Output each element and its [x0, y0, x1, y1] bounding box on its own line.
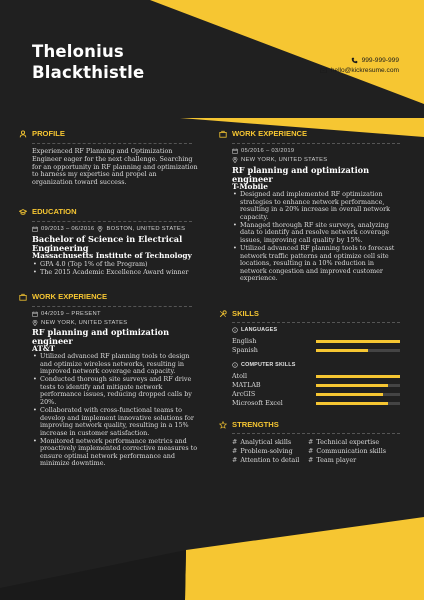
profile-heading-text: PROFILE [32, 129, 65, 138]
job-company: AT&T [32, 344, 56, 353]
skill-row-matlab [232, 381, 400, 389]
job-dates-row [232, 148, 294, 154]
list-item: • Utilized advanced RF planning tools to design and optimize wireless networks, resulting in improved network coverage and capacity. [32, 353, 198, 376]
computer-skills-heading [232, 362, 296, 368]
skill-bar [316, 393, 400, 396]
skill-label: ArcGIS [232, 390, 256, 398]
work-experience-heading-left [19, 292, 107, 301]
job-bullets [32, 353, 198, 468]
work-heading-text: WORK EXPERIENCE [32, 292, 108, 301]
skill-label: MATLAB [232, 381, 261, 389]
phone-number: 999-999-999 [361, 57, 399, 64]
person-icon [19, 130, 27, 138]
education-location: BOSTON, UNITED STATES [106, 226, 186, 232]
skill-label: English [232, 337, 257, 345]
skill-bar [316, 375, 400, 378]
list-item: • Monitored network performance metrics and proactively implemented corrective measures to ensure optimal network performance and minimize downtime. [32, 438, 198, 468]
job-dates: 05/2016 – 03/2019 [241, 148, 295, 154]
skill-row-atoll [232, 372, 400, 380]
education-degree: Bachelor of Science in Electrical Engineering [32, 234, 183, 253]
list-item: • GPA 4.0 (Top 1% of the Program) [32, 261, 198, 269]
calendar-icon [232, 148, 238, 154]
location-pin-icon [32, 320, 38, 326]
divider [32, 306, 192, 307]
skill-label: Spanish [232, 346, 258, 354]
education-school: Massachusetts Institute of Technology [32, 251, 192, 260]
info-icon [232, 327, 238, 333]
languages-heading-text: LANGUAGES [241, 327, 278, 333]
strengths-heading [219, 420, 279, 429]
skill-row-arcgis [232, 390, 400, 398]
skill-row-excel [232, 399, 400, 407]
skill-bar [316, 402, 400, 405]
job-location: NEW YORK, UNITED STATES [241, 157, 328, 163]
mail-icon [320, 67, 327, 74]
graduation-cap-icon [19, 208, 27, 216]
phone-contact [351, 57, 399, 64]
skill-bar-fill [316, 402, 388, 405]
list-item: • The 2015 Academic Excellence Award winner [32, 269, 198, 277]
job-dates: 04/2019 – PRESENT [41, 311, 101, 317]
skill-bar [316, 349, 400, 352]
skill-bar-fill [316, 393, 383, 396]
job-dates-row [32, 311, 101, 317]
profile-heading [19, 129, 65, 138]
info-icon [232, 362, 238, 368]
job-bullets [232, 191, 402, 283]
skill-bar-fill [316, 375, 400, 378]
last-name: Blackthistle [32, 63, 145, 82]
skill-bar [316, 384, 400, 387]
education-bullets [32, 261, 198, 277]
strength-item: # Problem-solving [232, 447, 293, 455]
first-name: Thelonius [32, 42, 124, 61]
divider [232, 433, 400, 434]
strengths-list [232, 438, 402, 464]
skill-bar-fill [316, 340, 400, 343]
list-item: • Utilized advanced RF planning tools to forecast network traffic patterns and optimize cell site locations, resulting in a 10% reduction in network congestion and improved customer experience. [232, 245, 402, 283]
email-contact[interactable] [320, 67, 399, 74]
strength-item: # Attention to detail [232, 456, 300, 464]
list-item: • Collaborated with cross-functional teams to develop and implement innovative solutions for improving network quality, resulting in a 15% increase in customer satisfaction. [32, 407, 198, 437]
calendar-icon [32, 226, 38, 232]
star-icon [219, 421, 227, 429]
skill-label: Atoll [232, 372, 248, 380]
email-address[interactable]: hello@kickresume.com [330, 67, 399, 74]
list-item: • Conducted thorough site surveys and RF drive tests to identify and mitigate network performance issues, reducing dropped calls by 20%. [32, 376, 198, 406]
tools-icon [219, 310, 227, 318]
strength-item: # Communication skills [308, 447, 387, 455]
job-location: NEW YORK, UNITED STATES [41, 320, 128, 326]
job-title: RF planning and optimization engineer [232, 165, 370, 184]
divider [232, 143, 400, 144]
job-company: T-Mobile [232, 182, 268, 191]
skills-heading-text: SKILLS [232, 309, 260, 318]
education-meta [32, 226, 185, 232]
education-heading [19, 207, 77, 216]
briefcase-icon [19, 293, 27, 301]
job-title: RF planning and optimization engineer [32, 327, 170, 346]
footer-left-shape [0, 550, 186, 600]
skill-row-english [232, 337, 400, 345]
work-experience-heading-right [219, 129, 307, 138]
work-heading-text: WORK EXPERIENCE [232, 129, 308, 138]
education-heading-text: EDUCATION [32, 207, 77, 216]
strength-item: # Analytical skills [232, 438, 292, 446]
job-location-row [32, 320, 127, 326]
list-item: • Managed thorough RF site surveys, analyzing data to identify and resolve network coverage issues, improving call quality by 15%. [232, 222, 402, 245]
strengths-heading-text: STRENGTHS [232, 420, 279, 429]
skill-row-spanish [232, 346, 400, 354]
strength-item: # Team player [308, 456, 357, 464]
divider [32, 221, 192, 222]
skill-bar [316, 340, 400, 343]
education-dates: 09/2013 – 06/2016 [41, 226, 95, 232]
skill-bar-fill [316, 384, 388, 387]
briefcase-icon [219, 130, 227, 138]
skill-label: Microsoft Excel [232, 399, 283, 407]
calendar-icon [32, 311, 38, 317]
profile-text: Experienced RF Planning and Optimization Engineer eager for the next challenge. Searching for an opportunity in RF planning and optimization to harness my expertise and propel an organization toward success. [32, 147, 198, 187]
divider [232, 322, 400, 323]
skill-bar-fill [316, 349, 368, 352]
header-yellow-shape [150, 0, 424, 104]
strength-item: # Technical expertise [308, 438, 380, 446]
location-pin-icon [232, 157, 238, 163]
list-item: • Designed and implemented RF optimization strategies to enhance network performance, resulting in a 20% increase in overall network capacity. [232, 191, 402, 221]
footer-yellow-shape [185, 517, 424, 600]
divider [32, 143, 192, 144]
phone-icon [351, 57, 358, 64]
languages-heading [232, 327, 277, 333]
job-location-row [232, 157, 327, 163]
computer-skills-heading-text: COMPUTER SKILLS [241, 362, 296, 368]
skills-heading [219, 309, 259, 318]
location-pin-icon [97, 226, 103, 232]
candidate-name [32, 41, 144, 83]
